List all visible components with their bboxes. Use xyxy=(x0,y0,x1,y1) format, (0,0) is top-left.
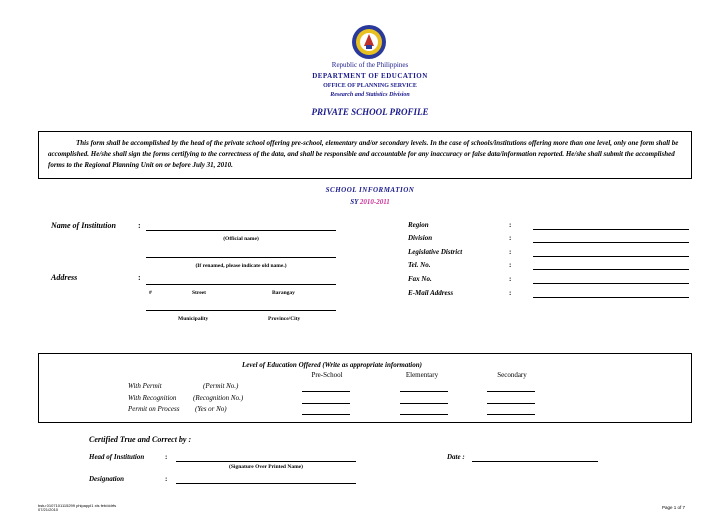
preschool-process-field[interactable] xyxy=(302,414,350,415)
header-office: OFFICE OF PLANNING SERVICE xyxy=(323,83,417,89)
province-label: Province/City xyxy=(268,316,301,322)
address-colon: : xyxy=(138,273,141,282)
division-colon: : xyxy=(509,234,512,242)
tel-colon: : xyxy=(509,261,512,269)
row-recognition-label: With Recognition xyxy=(128,394,177,402)
signature-note: (Signature Over Printed Name) xyxy=(229,464,303,470)
secondary-process-field[interactable] xyxy=(487,414,535,415)
fax-label: Fax No. xyxy=(408,275,432,283)
header-division: Research and Statistics Division xyxy=(330,92,410,98)
form-title: PRIVATE SCHOOL PROFILE xyxy=(311,107,429,117)
institution-name-field[interactable] xyxy=(146,230,336,231)
sy-label: SY xyxy=(350,198,359,206)
district-label: Legislative District xyxy=(408,248,463,256)
instructions-plain: This form shall be accomplished by the head of the private school offering pre-school, elementary and/or secondary levels. In the case of schools/institutions offering more than one level, only one form shall be accomplished. xyxy=(48,139,679,158)
elementary-recognition-field[interactable] xyxy=(400,403,448,404)
certified-colon: : xyxy=(188,435,192,444)
row-permit-label: With Permit xyxy=(128,382,162,390)
district-field[interactable] xyxy=(533,256,689,257)
secondary-permit-field[interactable] xyxy=(487,391,535,392)
footer-file-line2: 07/21/2010 xyxy=(38,507,59,512)
date-field[interactable] xyxy=(472,461,598,462)
designation-colon: : xyxy=(165,475,168,483)
renamed-note: (If renamed, please indicate old name.) xyxy=(195,263,287,269)
designation-label: Designation xyxy=(89,475,125,483)
head-colon: : xyxy=(165,453,168,461)
footer-file-line1: bstu 0107101115299 phipappl1 xls feb/ddrfs xyxy=(38,503,117,508)
row-process-label: Permit on Process xyxy=(128,405,180,413)
tel-label: Tel. No. xyxy=(408,261,431,269)
email-label: E-Mail Address xyxy=(408,289,454,297)
school-year xyxy=(288,198,452,206)
header-republic: Republic of the Philippines xyxy=(331,61,409,69)
street-label: Street xyxy=(192,290,206,296)
row-process-note: (Yes or No) xyxy=(195,405,227,413)
fax-colon: : xyxy=(509,275,512,283)
instructions-bold: He/she shall sign the forms certifying to the correctness of the data, and shall be responsible and accountable for any inaccuracy or false data/information reported. He/she shall submit the accomplished forms to the Regional Planning Unit on or before July 31, 2010. xyxy=(48,150,675,169)
name-colon: : xyxy=(138,221,141,230)
secondary-recognition-field[interactable] xyxy=(487,403,535,404)
date-colon: : xyxy=(462,453,465,461)
col-secondary: Secondary xyxy=(497,371,527,379)
barangay-label: Barangay xyxy=(272,290,295,296)
row-permit-note: (Permit No.) xyxy=(203,382,239,390)
elementary-permit-field[interactable] xyxy=(400,391,448,392)
designation-field[interactable] xyxy=(176,483,356,484)
head-signature-field[interactable] xyxy=(176,461,356,462)
certified-heading xyxy=(89,435,191,444)
address-line1-field[interactable] xyxy=(146,284,336,285)
date-label-text: Date xyxy=(447,453,461,461)
head-of-institution-label: Head of Institution xyxy=(89,453,145,461)
deped-seal-icon xyxy=(351,24,387,60)
fax-field[interactable] xyxy=(533,283,689,284)
footer-file-info xyxy=(38,504,116,512)
date-label xyxy=(447,453,465,461)
school-info-heading: SCHOOL INFORMATION xyxy=(325,186,415,194)
district-colon: : xyxy=(509,248,512,256)
address-line2-field[interactable] xyxy=(146,310,336,311)
preschool-permit-field[interactable] xyxy=(302,391,350,392)
certified-label: Certified True and Correct by xyxy=(89,435,187,444)
email-colon: : xyxy=(509,289,512,297)
division-label: Division xyxy=(408,234,433,242)
preschool-recognition-field[interactable] xyxy=(302,403,350,404)
header-department: DEPARTMENT OF EDUCATION xyxy=(312,72,428,80)
row-recognition-note: (Recognition No.) xyxy=(193,394,244,402)
region-colon: : xyxy=(509,221,512,229)
footer-page-number: Page 1 of 7 xyxy=(662,505,686,510)
address-label: Address xyxy=(51,273,78,282)
tel-field[interactable] xyxy=(533,269,689,270)
sy-value: 2010-2011 xyxy=(359,198,390,206)
levels-heading: Level of Education Offered (Write as appropriate information) xyxy=(242,361,422,369)
instructions-text xyxy=(48,138,684,171)
official-name-note: (Official name) xyxy=(223,236,259,242)
col-elementary: Elementary xyxy=(405,371,439,379)
name-of-institution-label: Name of Institution xyxy=(51,221,116,230)
old-name-field[interactable] xyxy=(146,257,336,258)
region-field[interactable] xyxy=(533,229,689,230)
division-field[interactable] xyxy=(533,242,689,243)
elementary-process-field[interactable] xyxy=(400,414,448,415)
region-label: Region xyxy=(408,221,429,229)
col-preschool: Pre-School xyxy=(311,371,343,379)
number-sign-label: # xyxy=(149,290,152,296)
municipality-label: Municipality xyxy=(178,316,209,322)
email-field[interactable] xyxy=(533,297,689,298)
